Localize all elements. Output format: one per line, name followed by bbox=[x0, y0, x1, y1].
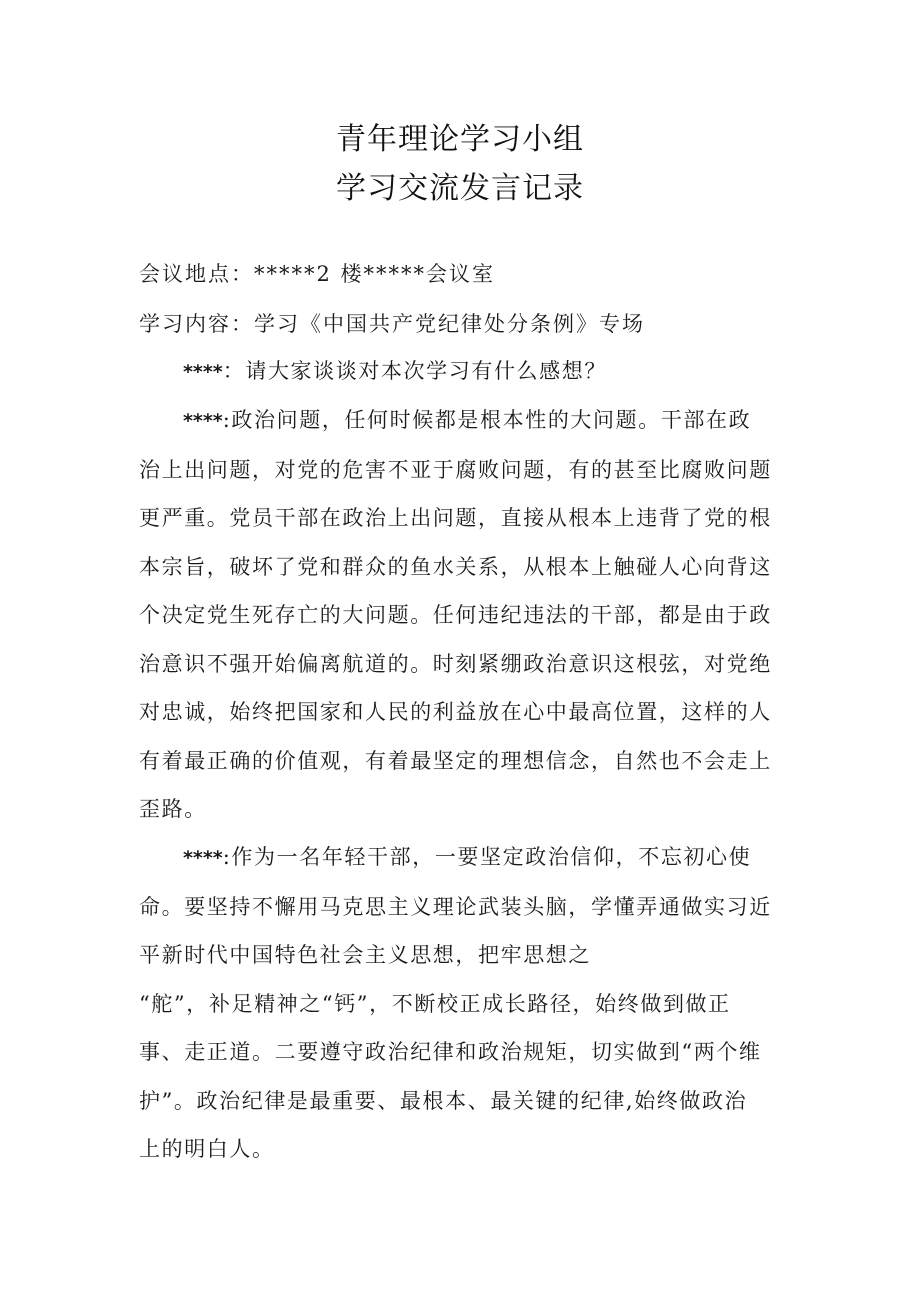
paragraph-line: 事、走正道。二要遵守政治纪律和政治规矩，切实做到“两个维 bbox=[139, 1040, 762, 1064]
paragraph-line: 更严重。党员干部在政治上出问题，直接从根本上违背了党的根 bbox=[139, 506, 772, 530]
study-content-label: 学习内容： bbox=[139, 312, 254, 336]
speech-paragraph-1 bbox=[139, 347, 784, 397]
paragraph-line: 治上出问题，对党的危害不亚于腐败问题，有的甚至比腐败问题 bbox=[139, 457, 772, 482]
paragraph-line: 治意识不强开始偏离航道的。时刻紧绷政治意识这根弦，对党绝 bbox=[139, 651, 772, 676]
document-title-line1: 青年理论学习小组 bbox=[336, 122, 584, 157]
speaker-name: **** bbox=[183, 361, 223, 383]
study-content bbox=[139, 308, 645, 338]
paragraph-line: 护”。政治纪律是最重要、最根本、最关键的纪律,始终做政治 bbox=[139, 1088, 748, 1113]
paragraph-line: “舵”，补足精神之“钙”，不断校正成长路径，始终做到做正 bbox=[139, 991, 731, 1016]
paragraph-line bbox=[139, 833, 784, 883]
paragraph-line: 本宗旨，破坏了党和群众的鱼水关系，从根本上触碰人心向背这 bbox=[139, 554, 772, 579]
paragraph-line: 对忠诚，始终把国家和人民的利益放在心中最高位置，这样的人 bbox=[139, 700, 772, 724]
study-content-value: 学习《中国共产党纪律处分条例》专场 bbox=[254, 312, 645, 336]
document-title-line2: 学习交流发言记录 bbox=[336, 171, 584, 206]
paragraph-line: 有着最正确的价值观，有着最坚定的理想信念，自然也不会走上 bbox=[139, 748, 772, 773]
paragraph-line: 命。要坚持不懈用马克思主义理论武装头脑，学懂弄通做实习近 bbox=[139, 894, 772, 919]
paragraph-line bbox=[139, 396, 784, 446]
line-text: :政治问题，任何时候都是根本性的大问题。干部在政 bbox=[222, 408, 752, 432]
paragraph-line: 平新时代中国特色社会主义思想，把牢思想之 bbox=[139, 943, 591, 967]
meeting-location bbox=[139, 258, 495, 288]
line-text: :作为一名年轻干部，一要坚定政治信仰，不忘初心使 bbox=[222, 845, 752, 869]
paragraph-line: 上的明白人。 bbox=[139, 1137, 275, 1161]
paragraph-line bbox=[139, 347, 784, 397]
speech-paragraph-3 bbox=[139, 833, 784, 1174]
speech-paragraph-2 bbox=[139, 396, 784, 834]
paragraph-line: 歪路。 bbox=[139, 797, 207, 821]
meeting-location-label: 会议地点： bbox=[139, 262, 254, 286]
meeting-location-value: *****2 楼*****会议室 bbox=[254, 262, 496, 286]
speaker-name: **** bbox=[183, 847, 223, 869]
paragraph-line: 个决定党生死存亡的大问题。任何违纪违法的干部，都是由于政 bbox=[139, 603, 772, 627]
line-text: ：请大家谈谈对本次学习有什么感想？ bbox=[222, 359, 607, 383]
speaker-name: **** bbox=[183, 410, 223, 432]
